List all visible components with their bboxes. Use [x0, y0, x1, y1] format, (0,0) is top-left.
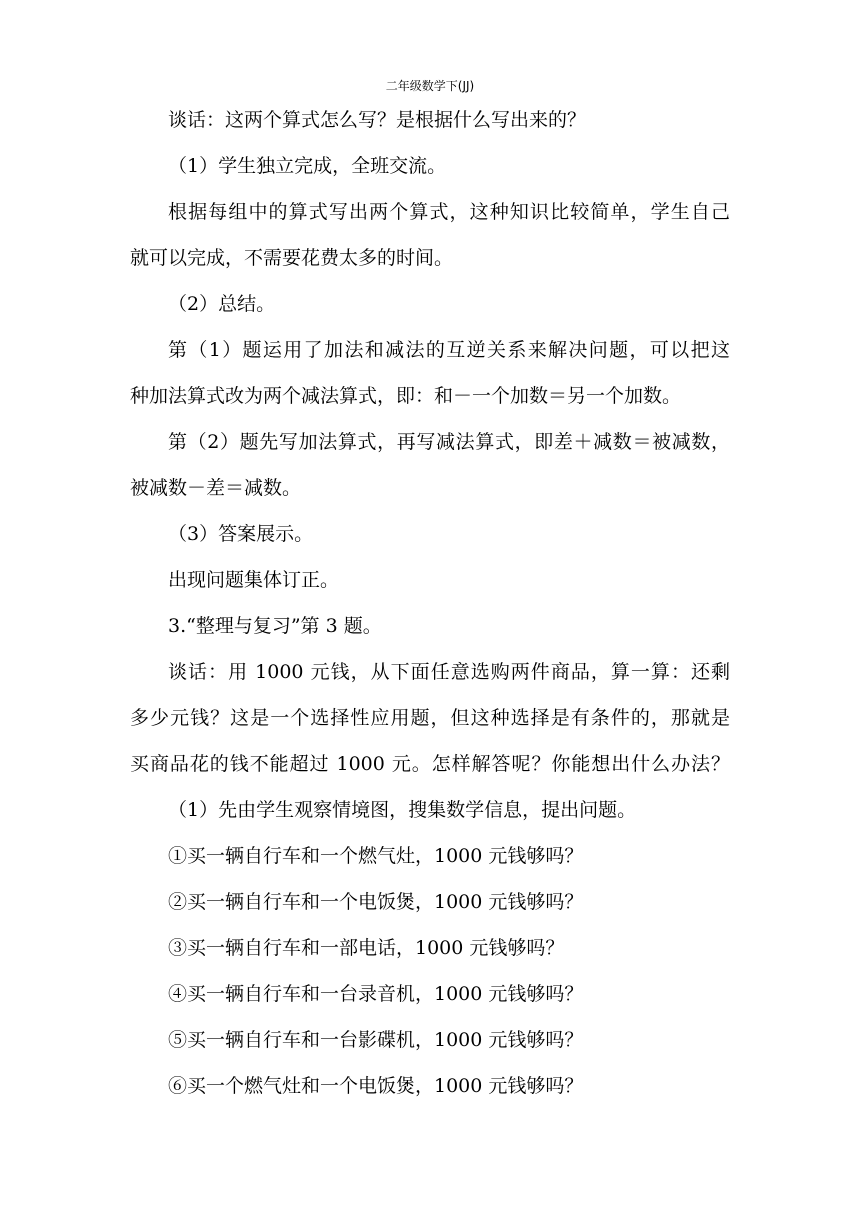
paragraph — [130, 661, 730, 776]
text-line: 出现问题集体订正。 — [168, 569, 340, 591]
list-item: ④买一辆自行车和一台录音机，1000 元钱够吗？ — [168, 983, 584, 1005]
text-line: 就可以完成，不需要花费太多的时间。 — [130, 247, 454, 269]
paragraph — [130, 891, 730, 914]
text-line: 根据每组中的算式写出两个算式，这种知识比较简单，学生自己 — [168, 201, 730, 223]
paragraph — [130, 845, 730, 868]
list-item: ⑥买一个燃气灶和一个电饭煲，1000 元钱够吗？ — [168, 1075, 584, 1097]
paragraph — [130, 293, 730, 316]
text-line: 谈话：用 1000 元钱，从下面任意选购两件商品，算一算：还剩 — [168, 661, 730, 683]
list-item: ③买一辆自行车和一部电话，1000 元钱够吗？ — [168, 937, 565, 959]
paragraph — [130, 339, 730, 408]
text-line: 谈话：这两个算式怎么写？是根据什么写出来的？ — [168, 109, 587, 131]
text-line: 3.“整理与复习”第 3 题。 — [168, 615, 382, 637]
paragraph — [130, 201, 730, 270]
text-line: （1）学生独立完成，全班交流。 — [168, 155, 447, 177]
paragraph — [130, 615, 730, 638]
paragraph — [130, 155, 730, 178]
paragraph — [130, 983, 730, 1006]
paragraph — [130, 937, 730, 960]
list-item: ①买一辆自行车和一个燃气灶，1000 元钱够吗？ — [168, 845, 584, 867]
text-line: 被减数－差＝减数。 — [130, 477, 302, 499]
paragraph — [130, 799, 730, 822]
document-body — [130, 109, 730, 1121]
list-item: ②买一辆自行车和一个电饭煲，1000 元钱够吗？ — [168, 891, 584, 913]
page-header: 二年级数学下(JJ) — [385, 79, 475, 93]
list-item: ⑤买一辆自行车和一台影碟机，1000 元钱够吗？ — [168, 1029, 584, 1051]
text-line: 第（1）题运用了加法和减法的互逆关系来解决问题，可以把这 — [168, 339, 730, 361]
paragraph — [130, 1029, 730, 1052]
paragraph — [130, 431, 730, 500]
text-line: （1）先由学生观察情境图，搜集数学信息，提出问题。 — [168, 799, 637, 821]
text-line: 第（2）题先写加法算式，再写减法算式，即差＋减数＝被减数， — [168, 431, 730, 453]
paragraph — [130, 569, 730, 592]
paragraph — [130, 109, 730, 132]
text-line: 买商品花的钱不能超过 1000 元。怎样解答呢？你能想出什么办法？ — [130, 753, 730, 775]
text-line: （3）答案展示。 — [168, 523, 314, 545]
text-line: （2）总结。 — [168, 293, 276, 315]
text-line: 种加法算式改为两个减法算式，即：和－一个加数＝另一个加数。 — [130, 385, 682, 407]
paragraph — [130, 1075, 730, 1098]
paragraph — [130, 523, 730, 546]
text-line: 多少元钱？这是一个选择性应用题，但这种选择是有条件的，那就是 — [130, 707, 730, 729]
